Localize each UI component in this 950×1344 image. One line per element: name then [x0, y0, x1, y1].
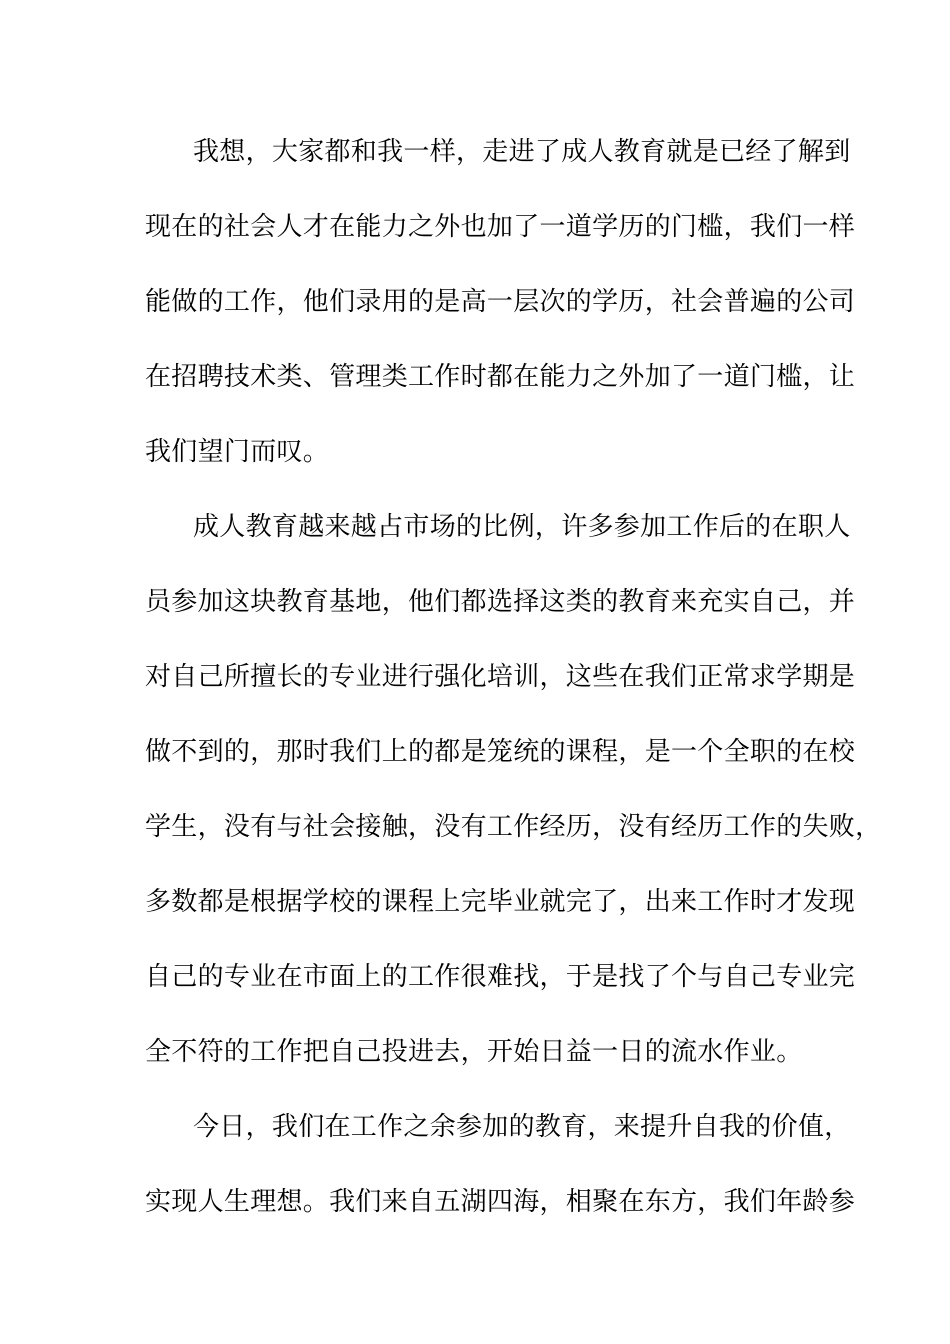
paragraph-2-line-4: 做不到的，那时我们上的都是笼统的课程，是一个全职的在校: [145, 737, 856, 767]
paragraph-3-line-2: 实现人生理想。我们来自五湖四海，相聚在东方，我们年龄参: [145, 1187, 856, 1217]
paragraph-1-line-3: 能做的工作，他们录用的是高一层次的学历，社会普遍的公司: [145, 287, 856, 317]
paragraph-3-line-1: 今日，我们在工作之余参加的教育，来提升自我的价值，: [193, 1112, 851, 1142]
paragraph-1-line-2: 现在的社会人才在能力之外也加了一道学历的门槛，我们一样: [145, 212, 856, 242]
paragraph-2-line-1: 成人教育越来越占市场的比例，许多参加工作后的在职人: [193, 512, 851, 542]
paragraph-2-line-5: 学生，没有与社会接触，没有工作经历，没有经历工作的失败，: [145, 812, 882, 842]
paragraph-2-line-3: 对自己所擅长的专业进行强化培训，这些在我们正常求学期是: [145, 662, 856, 692]
paragraph-1-line-1: 我想，大家都和我一样，走进了成人教育就是已经了解到: [193, 137, 851, 167]
paragraph-2-line-6: 多数都是根据学校的课程上完毕业就完了，出来工作时才发现: [145, 887, 856, 917]
paragraph-2-line-8: 全不符的工作把自己投进去，开始日益一日的流水作业。: [145, 1037, 803, 1067]
paragraph-2-line-2: 员参加这块教育基地，他们都选择这类的教育来充实自己，并: [145, 587, 856, 617]
paragraph-1-line-5: 我们望门而叹。: [145, 437, 330, 467]
paragraph-1-line-4: 在招聘技术类、管理类工作时都在能力之外加了一道门槛，让: [145, 362, 856, 392]
paragraph-2-line-7: 自己的专业在市面上的工作很难找，于是找了个与自己专业完: [145, 962, 856, 992]
